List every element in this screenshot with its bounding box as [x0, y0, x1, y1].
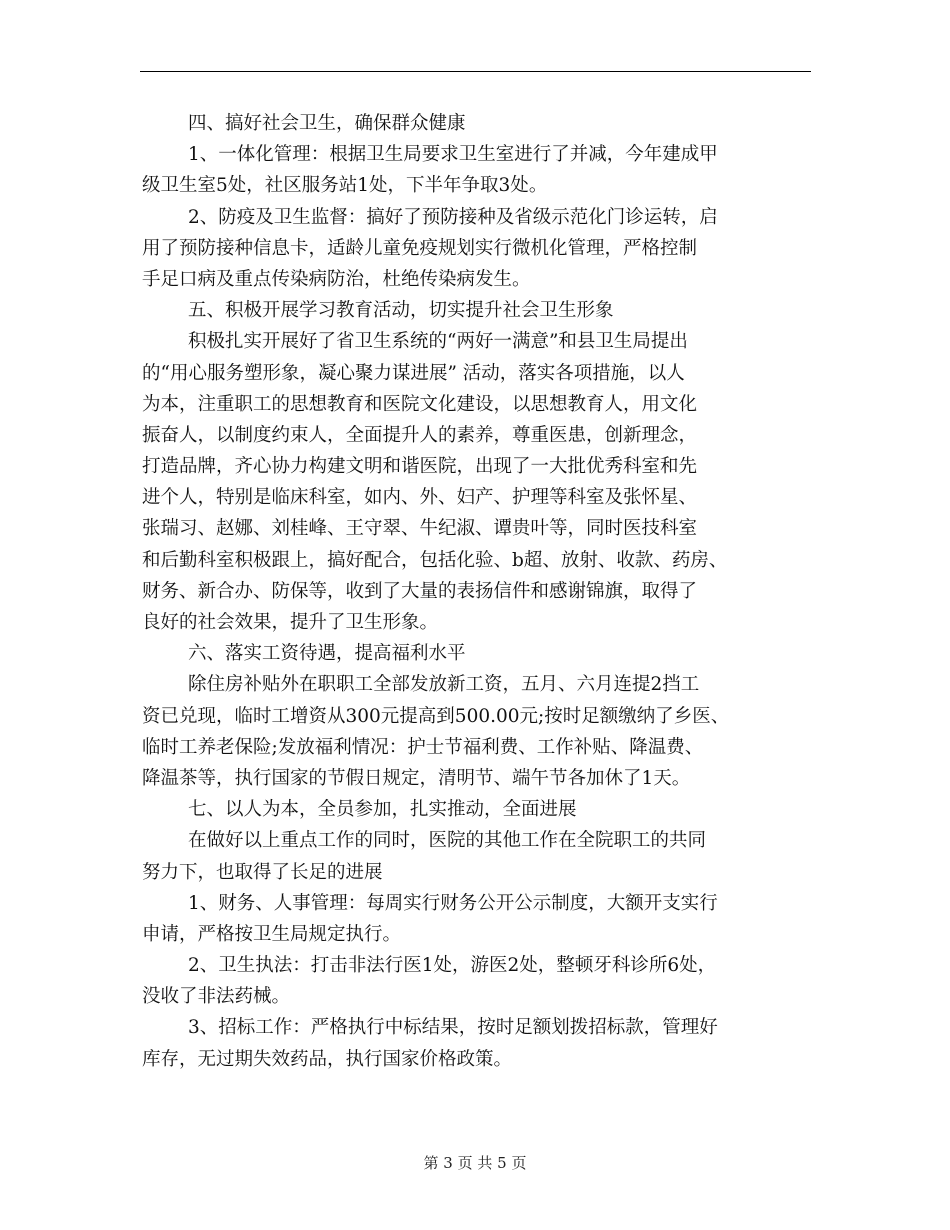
text-line: 除住房补贴外在职职工全部发放新工资，五月、六月连提2挡工 [188, 674, 700, 696]
text-line: 打造品牌，齐心协力构建文明和谐医院，出现了一大批优秀科室和先 [142, 456, 698, 478]
text-line: 为本，注重职工的思想教育和医院文化建设，以思想教育人，用文化 [142, 393, 698, 415]
text-line: 财务、新合办、防保等，收到了大量的表扬信件和感谢锦旗，取得了 [142, 580, 698, 602]
text-line: 资已兑现，临时工增资从300元提高到500.00元;按时足额缴纳了乡医、 [142, 705, 730, 727]
text-line: 用了预防接种信息卡，适龄儿童免疫规划实行微机化管理，严格控制 [142, 237, 698, 259]
text-line: 1、一体化管理：根据卫生局要求卫生室进行了并减，今年建成甲 [188, 144, 718, 166]
text-line: 2、卫生执法：打击非法行医1处，游医2处，整顿牙科诊所6处， [188, 955, 717, 977]
text-line: 张瑞习、赵娜、刘桂峰、王守翠、牛纪淑、谭贵叶等，同时医技科室 [142, 518, 698, 540]
text-line: 进个人，特别是临床科室，如内、外、妇产、护理等科室及张怀星、 [142, 487, 698, 509]
text-line: 的“用心服务塑形象，凝心聚力谋进展” 活动，落实各项措施，以人 [142, 362, 685, 384]
text-line: 努力下，也取得了长足的进展 [142, 861, 383, 883]
text-line: 良好的社会效果，提升了卫生形象。 [142, 612, 439, 633]
text-line: 1、财务、人事管理：每周实行财务公开公示制度，大额开支实行 [188, 892, 718, 914]
text-line: 手足口病及重点传染病防治，杜绝传染病发生。 [142, 268, 531, 290]
text-line: 降温茶等，执行国家的节假日规定，清明节、端午节各加休了1天。 [142, 767, 691, 789]
page-number: 第 3 页 共 5 页 [423, 1154, 527, 1172]
text-line: 申请，严格按卫生局规定执行。 [142, 923, 402, 945]
text-line: 级卫生室5处，社区服务站1处，下半年争取3处。 [142, 175, 548, 197]
text-line: 库存，无过期失效药品，执行国家价格政策。 [142, 1048, 513, 1070]
text-line: 五、积极开展学习教育活动，切实提升社会卫生形象 [188, 300, 614, 322]
header-rule [140, 71, 811, 72]
text-line: 和后勤科室积极跟上，搞好配合，包括化验、b超、放射、收款、药房、 [142, 549, 728, 571]
text-line: 没收了非法药械。 [142, 986, 291, 1008]
document-body [142, 108, 822, 1075]
text-line: 积极扎实开展好了省卫生系统的“两好一满意”和县卫生局提出 [188, 331, 688, 353]
text-line: 六、落实工资待遇，提高福利水平 [188, 643, 466, 665]
text-line: 四、搞好社会卫生，确保群众健康 [188, 113, 466, 134]
text-line: 振奋人，以制度约束人，全面提升人的素养，尊重医患，创新理念， [142, 424, 698, 446]
text-line: 七、以人为本，全员参加，扎实推动，全面进展 [188, 799, 577, 821]
text-line: 临时工养老保险;发放福利情况：护士节福利费、工作补贴、降温费、 [142, 736, 704, 758]
text-line: 在做好以上重点工作的同时，医院的其他工作在全院职工的共同 [188, 830, 707, 852]
text-line: 2、防疫及卫生监督：搞好了预防接种及省级示范化门诊运转，启 [188, 206, 718, 228]
text-line: 3、招标工作：严格执行中标结果，按时足额划拨招标款，管理好 [188, 1017, 718, 1039]
